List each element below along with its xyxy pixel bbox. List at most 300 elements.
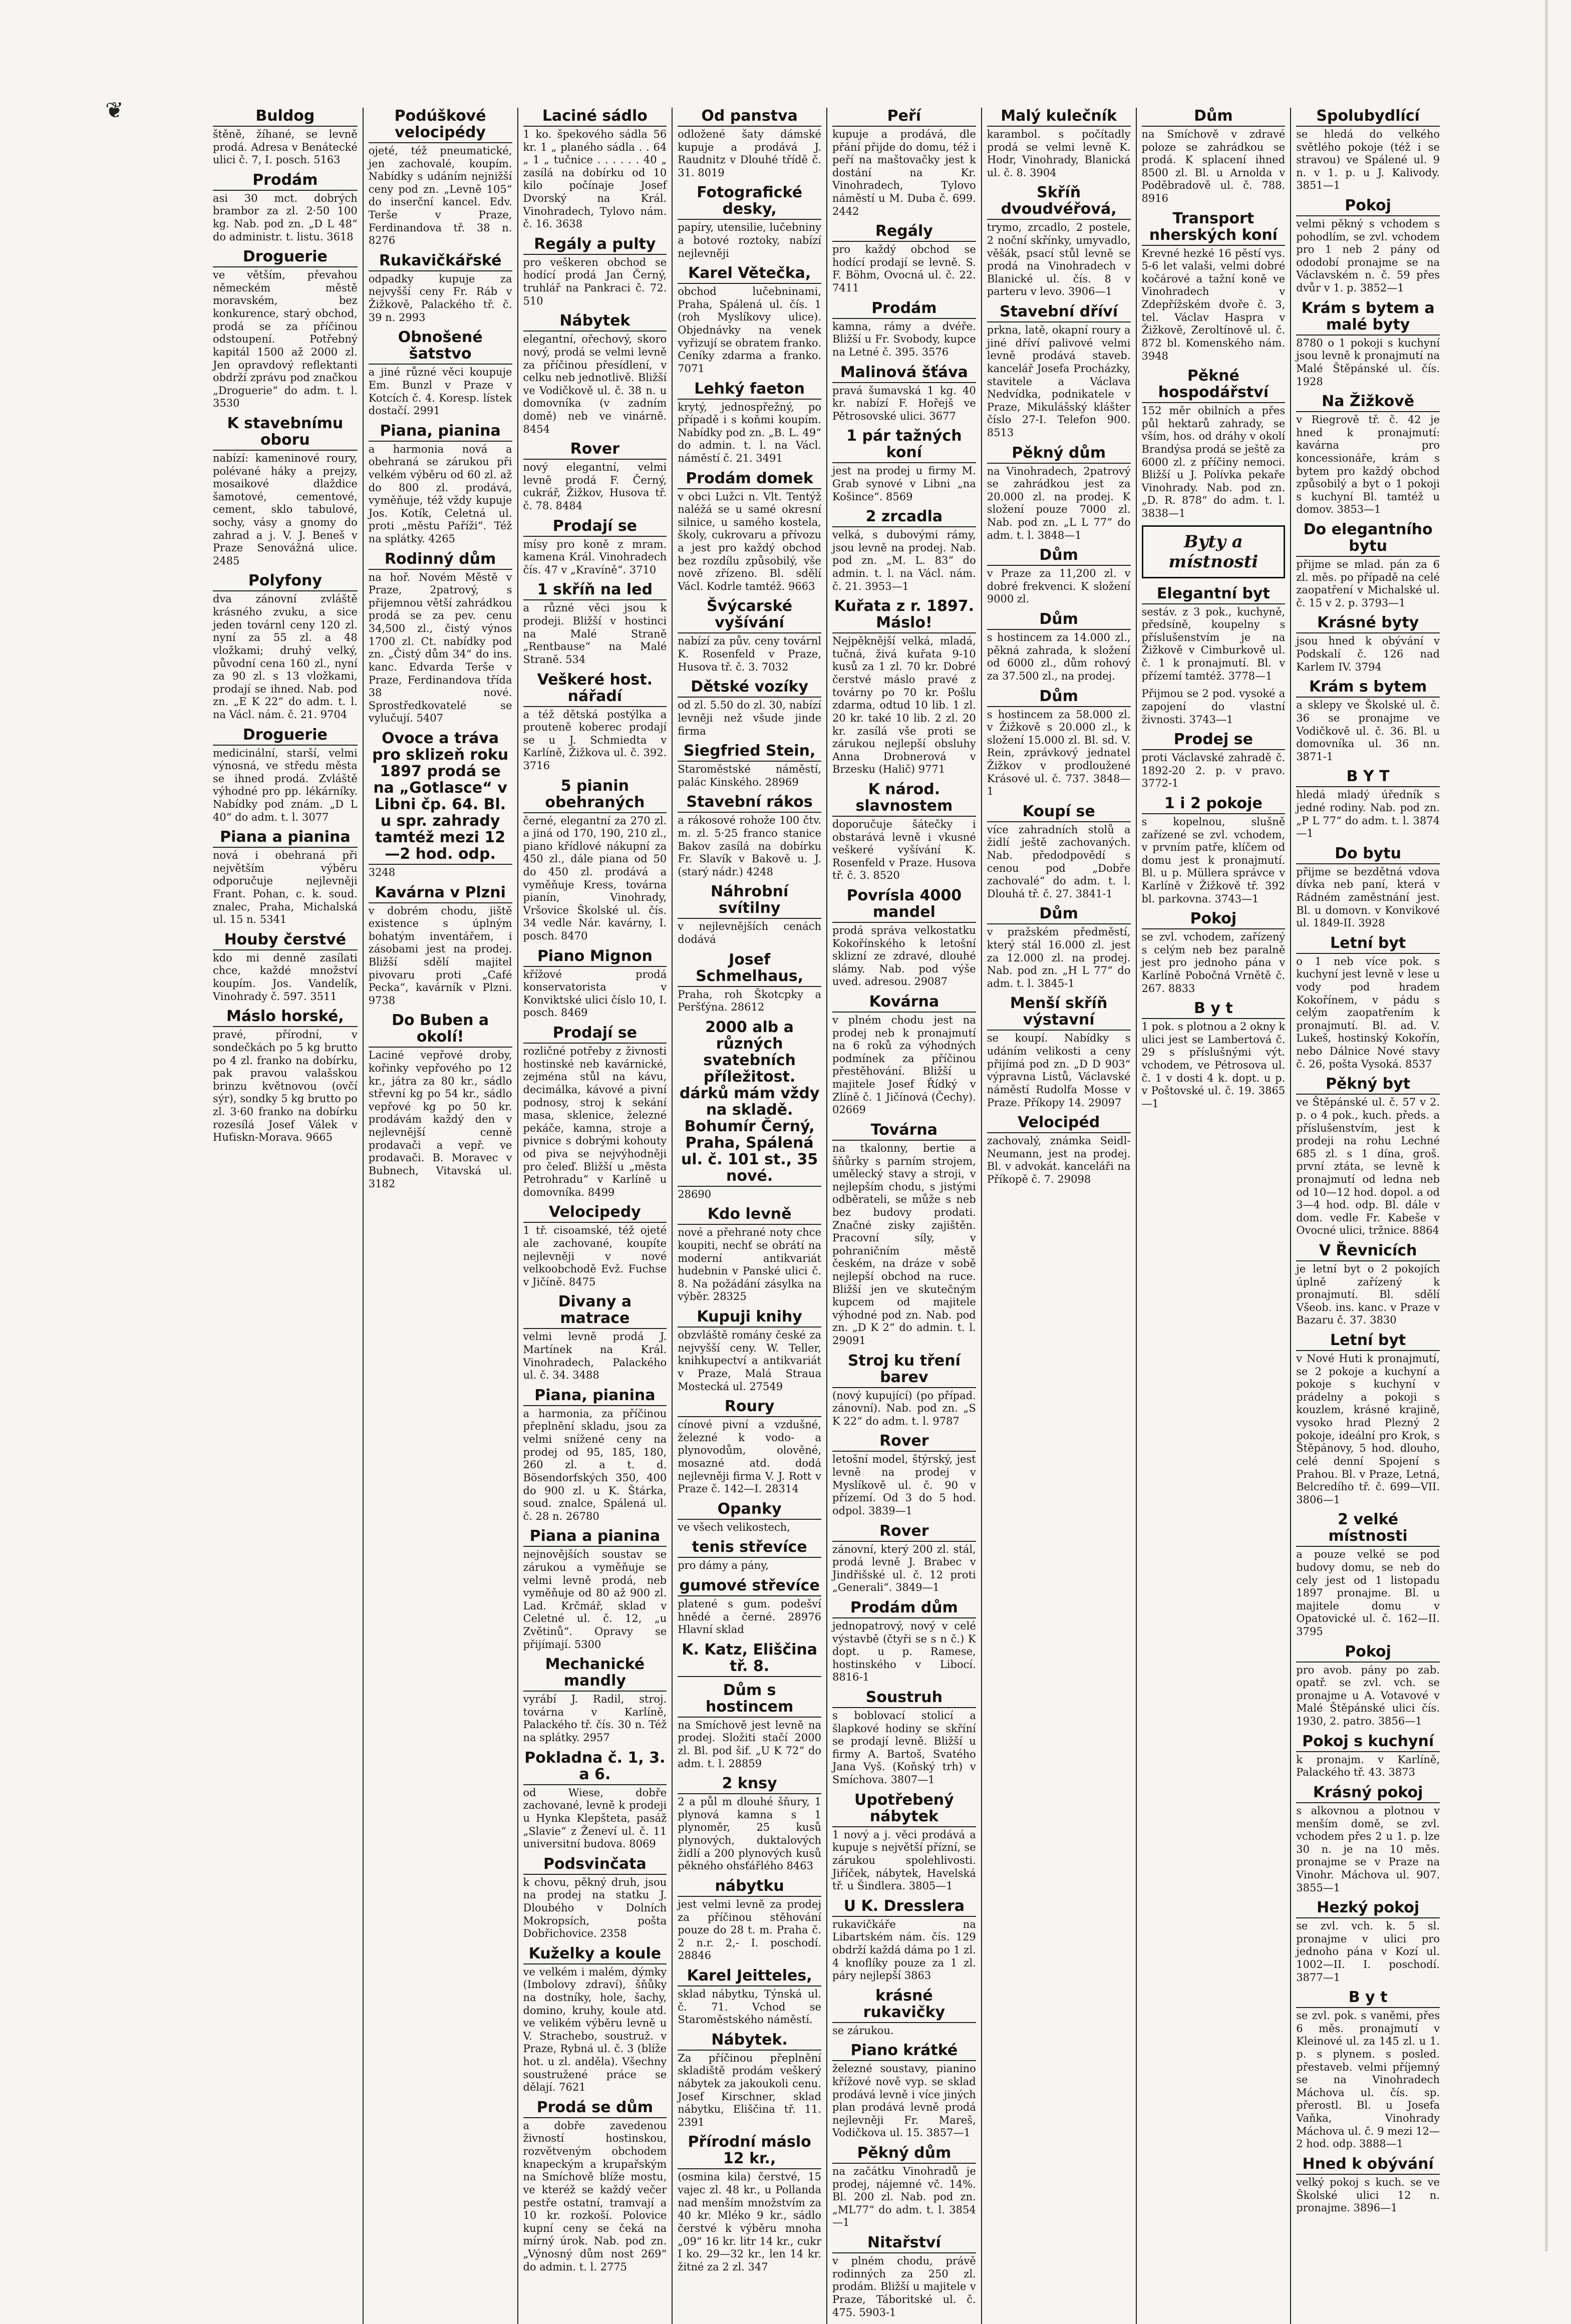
ad-body: na Smíchově v zdravé poloze se zahrádkou se prodá. K splacení ihned 8500 zl. Bl. u Arnolda v Poděbradově ul. č. 788. 8916 (1141, 128, 1286, 205)
ad-headline: Pokoj (1296, 197, 1440, 216)
classified-ad (1142, 210, 1286, 363)
ad-headline: Rover (832, 1433, 976, 1452)
classified-ad (678, 1775, 821, 1873)
ad-headline: Rukavičkářské (369, 252, 512, 271)
column-2 (363, 108, 517, 2324)
ad-headline: 5 pianin obehraných (523, 778, 667, 813)
ad-body: asi 30 mct. dobrých brambor za zl. 2·50 100 kg. Nab. pod zn. „D L 48“ do administr. t. listu. 3618 (213, 192, 358, 243)
classified-ad (523, 2099, 667, 2273)
ad-body: doporučuje šátečky i obstarává levně i vkusné veškeré vyšívání K. Rosenfeld v Praze. Husova tř. č. 3. 8520 (832, 818, 976, 882)
ad-headline: Do elegantního bytu (1296, 521, 1440, 557)
classified-ad (678, 598, 821, 674)
classified-ad (523, 778, 667, 943)
ad-headline: Houby čerstvé (213, 931, 358, 950)
ad-headline: Piano Mignon (523, 948, 667, 967)
classified-ad (678, 1019, 821, 1201)
column-7 (1136, 108, 1291, 2324)
ad-headline: Mechanické mandly (523, 1656, 667, 1692)
ad-headline: Polyfony (213, 572, 358, 591)
classified-ad (523, 1750, 667, 1851)
ad-body: krytý, jednospřežný, po případě i s koňmi koupím. Nabídky pod zn. „B. L. 49“ do admin. t. l. na Václ. náměstí č. 21. 3491 (678, 401, 821, 464)
ad-body: ve Štěpánské ul. č. 57 v 2. p. o 4 pok., kuch. předs. a příslušenstvím, jest k prodeji na rohu Lechné 685 zl. s 1 dína, groš. první ztáta, se levně k pronajmutí od ledna neb od 10—12 hod. dopol. a od 3—4 hod. odp. Bl. dále v dom. vedle Fr. Kabeše v Ovocné ulici, tržnice. 8864 (1296, 1096, 1440, 1237)
ad-headline: Rodinný dům (369, 551, 512, 570)
ad-headline: Letní byt (1296, 935, 1440, 954)
classified-ad (523, 1856, 667, 1940)
ad-headline: Velocipéd (987, 1114, 1131, 1133)
ad-body: medicinální, starší, velmi výnosná, ve středu města se ihned prodá. Zvláště výhodné pro pp. lékárníky. Nabídky pod znám. „D L 40“ do adm. t. l. 3077 (213, 747, 358, 823)
ad-body: pravá šumavská 1 kg. 40 kr. nabízí F. Hořejš ve Pětrosovské ulici. 3677 (832, 384, 976, 422)
ad-body: pravé, přírodní, v sondečkách po 5 kg brutto po 4 zl. franko na dobírku, pak pravou valašskou brinzu květnovou (ovčí sýr), sondky 5 kg brutto po zl. 3·60 franko na dobírku rozesílá Josef Válek v Huťiskn-Morava. 9665 (213, 1029, 358, 1144)
ad-headline: Dům (987, 547, 1131, 566)
ad-body: 1 pok. s plotnou a 2 okny k ulici jest se Lambertová č. 29 s příslušnými výt. vchodem, ve Pétrosova ul. č. 1 v dosti 4 k. dopt. u p. v Poštovské ul. č. 19. 3865—1 (1141, 1021, 1286, 1110)
classified-ad (987, 108, 1131, 179)
ad-headline: Prodám dům (832, 1599, 976, 1618)
ad-headline: Divany a matrace (523, 1293, 667, 1329)
ad-headline: Roury (678, 1398, 821, 1417)
classified-ad (1296, 1643, 1440, 1728)
classified-ad (1296, 393, 1440, 516)
classified-ad (1296, 108, 1440, 192)
classified-ad (1296, 1899, 1440, 1984)
classified-ad (832, 1599, 976, 1684)
ad-headline: Prodej se (1142, 731, 1286, 750)
ad-headline: Pokoj (1142, 910, 1286, 929)
ad-headline: Ovoce a tráva pro sklizeň roku 1897 prodá se na „Gotlasce“ v Libni čp. 64. Bl. u spr. zahrady tamtéž mezi 12—2 hod. odp. (369, 730, 512, 865)
classified-ad (1296, 935, 1440, 1071)
ad-body: sestáv. z 3 pok., kuchyně, předsíně, koupelny s příslušenstvím je na Žižkově v Cimburkově ul. č. 1 k pronajmutí. Bl. v přízemí tamtéž. 3778—1 (1141, 605, 1286, 682)
ad-body: vyrábí J. Radil, stroj. továrna v Karlíně, Palackého tř. čís. 30 n. Též na splátky. 2957 (523, 1693, 667, 1744)
classified-ad (1296, 300, 1440, 388)
ad-headline: Krám s bytem a malé byty (1296, 300, 1440, 336)
classified-ad (1142, 368, 1286, 520)
classifieds-page (208, 107, 1445, 2318)
ad-body: a jiné různé věci koupuje Em. Bunzl v Praze v Kotcích č. 4. Koresp. lístek dostačí. 2991 (368, 366, 512, 417)
classified-ad (369, 551, 512, 725)
ad-body: na Vinohradech, 2patrový se zahrádkou jest za 20.000 zl. na prodej. K složení pouze 7000 zl. Nab. pod zn. „L L 77“ do adm. t. l. 3848—1 (987, 465, 1131, 541)
ad-headline: Prodají se (523, 1025, 667, 1044)
ad-headline: nábytku (678, 1878, 821, 1897)
ad-headline: Regály a pulty (523, 236, 667, 255)
ad-body: 152 měr obilních a přes půl hektarů zahrady, se vším, hos. od dráhy v okolí Brandýsa prodá se ještě za 6000 zl. z příčiny nemoci. Bližší u J. Polívka pekaře Vinohrady. Nab. pod zn. „D. R. 878“ do adm. t. l. 3838—1 (1141, 405, 1286, 520)
ad-headline: 2000 alb a různých svatebních příležitost. dárků mám vždy na skladě. Bohumír Černý, Praha, Spálená ul. č. 101 st., 35 nové. (678, 1019, 821, 1187)
ad-headline: Pokoj s kuchyní (1296, 1733, 1440, 1752)
classified-ad (1296, 1332, 1440, 1506)
classified-ad (678, 1206, 821, 1303)
classified-ad (678, 794, 821, 878)
ad-body: k chovu, pěkný druh, jsou na prodej na statku J. Dloubého v Dolních Mokropsích, pošta Dobřichovice. 2358 (523, 1876, 667, 1940)
classified-ad (1296, 1511, 1440, 1638)
ad-headline: Buldog (213, 108, 358, 127)
ad-headline: Soustruh (832, 1689, 976, 1708)
ad-body: a harmonia, za příčinou přeplnění skladu, jsou za velmi snížené ceny na prodej od 95, 185, 180, 260 zl. a t. d. Bösendorfských 350, 400 do 900 zl. u K. Štárka, soud. znalce, Spálená ul. č. 28 n. 26780 (523, 1407, 667, 1522)
classified-ad (832, 887, 976, 988)
ad-body: Laciné vepřové droby, kořinky vepřového po 12 kr., játra za 80 kr., sádlo střevní kg po 54 kr., sádlo vepřové kg po 50 kr. prodávám každý den v nejlevnější cenně prodavači a vepř. ve prodavači. B. Moravec v Bubnech, Vitavská ul. 3182 (368, 1049, 512, 1190)
ad-body: se hledá do velkého světlého pokoje (též i se stravou) ve Spálené ul. 9 n. v 1. p. u J. Kalivody. 3851—1 (1296, 128, 1440, 192)
classified-ad (523, 1204, 667, 1288)
classified-ad (1142, 108, 1286, 205)
classified-ad (1142, 585, 1286, 683)
ad-headline: Kdo levně (678, 1206, 821, 1225)
ad-headline: Karel Jeitteles, (678, 1967, 821, 1986)
classified-ad (1296, 845, 1440, 930)
classified-ad (678, 470, 821, 593)
classified-ad (523, 1387, 667, 1523)
ad-headline: Krám s bytem (1296, 679, 1440, 698)
ad-body: od Wiese, dobře zachované, levně k prodeji u Hynka Klepšteta, pasáž „Slavie“ z Ženeví ul. č. 11 universitní budova. 8069 (523, 1786, 667, 1850)
classified-ad (832, 1433, 976, 1517)
ad-body: v plném chodu jest na prodej neb k pronajmutí na 6 roků za výhodných podmínek za příčinou přestěhování. Bližší u majitele Josef Řídký v Zlíně č. 1 Jičínová (Čechy). 02669 (832, 1014, 976, 1116)
classified-ad (523, 518, 667, 577)
ad-body: s alkovnou a plotnou v menším domě, se zvl. vchodem přes 2 u 1. p. lze 30 n. je na 10 měs. pronajme se v Praze na Vinohr. Máchova ul. 907. 3855—1 (1296, 1804, 1440, 1894)
column-6 (981, 108, 1136, 2324)
ad-headline: Pěkné hospodářství (1142, 368, 1286, 403)
ad-body: přijme se bezdětná vdova dívka neb paní, která v Rádném zaměstnání jest. Bl. u domovn. v Konvikové ul. 1849-II. 3928 (1296, 865, 1440, 929)
classified-ad (1142, 795, 1286, 905)
page-edge (1545, 0, 1548, 2251)
ad-headline: Od panstva (678, 108, 821, 127)
classified-ad (523, 1656, 667, 1744)
ad-body: v Riegrově tř. č. 42 je hned k pronajmutí: kavárna pro koncessionáře, krám s bytem pro každý obchod způsobilý a byt o 1 pokoji s kuchyní Bl. tamtéž u domov. 3853—1 (1296, 414, 1440, 516)
ad-headline: Máslo horské, (213, 1008, 358, 1027)
ad-body: nabízí za pův. ceny továrnl K. Rosenfeld v Praze, Husova tř. č. 3. 7032 (678, 635, 821, 673)
ad-body: odložené šaty dámské kupuje a prodává J. Raudnitz v Dlouhé třídě č. 31. 8019 (678, 128, 821, 179)
ad-body: 1 nový a j. věci prodává a kupuje s největší přízní, se zárukou spolehlivosti. Jiříček, nábytek, Havelská tř. u Šindlera. 3805—1 (832, 1828, 976, 1892)
classified-ad (1142, 688, 1286, 726)
ad-body: mísy pro koně z mram. kamena Král. Vinohradech čís. 47 v „Kravíně“. 3710 (523, 538, 667, 576)
ad-body: zánovní, který 200 zl. stál, prodá levně J. Brabec v Jindřišské ul. č. 12 proti „Generali“. 3849—1 (832, 1543, 976, 1594)
ink-blot: ❦ (105, 98, 124, 123)
classified-ad (987, 547, 1131, 606)
ad-body: nový elegantní, velmi levně prodá F. Černý, cukrář, Žižkov, Husova tř. č. 78. 8484 (523, 461, 667, 512)
ad-body: na začátku Vinohradů je prodej, nájemné vč. 14%. Bl. 200 zl. Nab. pod zn. „ML77“ do adm. t. l. 3854—1 (832, 2165, 976, 2229)
classified-ad (1142, 910, 1286, 995)
classified-ad (678, 1398, 821, 1496)
ad-headline: Dům (987, 611, 1131, 630)
ad-body: v Praze za 11,200 zl. v dobré frekvenci. K složení 9000 zl. (987, 567, 1131, 605)
classified-ad (832, 300, 976, 359)
ad-body: pro každý obchod se hodící prodají se levně. S. F. Böhm, Ovocná ul. č. 22. 7411 (832, 243, 976, 294)
ad-headline: Nitařství (832, 2234, 976, 2253)
column-1 (208, 108, 363, 2324)
classified-ad (832, 993, 976, 1117)
ad-headline: Továrna (832, 1122, 976, 1141)
ad-headline: Elegantní byt (1142, 585, 1286, 604)
ad-body: kamna, rámy a dvéře. Bližší u Fr. Svobody, kupce na Letné č. 395. 3576 (832, 320, 976, 358)
classified-ad (832, 1987, 976, 2038)
classified-ad (523, 948, 667, 1020)
ad-body: na tkalonny, bertie a šňůrky s parním strojem, umělecký stavy a stroji, v nejlepším chodu, s jistými odběrateli, se může s neb bez budovy prodati. Značné zisky zajištěn. Pracovní síly, v pohraničním městě českém, na dráze v sobě nejlepší obchod na ruce. Bližší jen ve skutečným kupcem od majitele výhodné pod zn. Nab. pod zn. „D K 2“ do admin. t. l. 29091 (832, 1142, 976, 1347)
ad-body: sklad nábytku, Týnská ul. č. 71. Vchod se Staroměstského náměstí. (678, 1987, 821, 2026)
classified-ad (369, 730, 512, 879)
ad-body: přijme se mlad. pán za 6 zl. měs. po případě na celé zaopatření v Michalské ul. č. 15 v 2. p. 3793—1 (1296, 558, 1440, 609)
classified-ad (832, 1689, 976, 1787)
classified-ad (678, 1308, 821, 1393)
ad-body: cínové pivní a vzdušné, železné k vodo- a plynovodům, olověné, mosazné atd. dodá nejlevněji firma V. J. Rott v Praze č. 142—I. 28314 (678, 1419, 821, 1495)
ad-body: ve velkém i malém, dýmky (Imbolovy zdraví), šňůky na dostníky, hole, šachy, domino, kruhy, koule atd. ve velikém výběru levně u V. Strachebo, soustruž. v Praze, Rybná ul. č. 3 (blíže hot. u zl. anděla). Všechny soustružené práce se dělají. 7621 (523, 1965, 667, 2094)
ad-body: v nejlevnějších cenách dodává (678, 920, 821, 945)
ad-body: pro veškeren obchod se hodící prodá Jan Černý, truhlář na Pankraci č. 72. 510 (523, 256, 667, 307)
classified-ad (832, 108, 976, 218)
ad-body: na hoř. Novém Městě v Praze, 2patrový, s přijemnou větší zahrádkou prodá se za pev. cenu 34,500 zl., čistý výnos 1700 zl. Ct. nabídky pod zn. „Čistý dům 34“ do ins. kanc. Edvarda Terše v Praze, Ferdinandova třída 38 nové. Sprostředkovatelé se vylučují. 5407 (368, 571, 512, 725)
ad-headline: Piano krátké (832, 2042, 976, 2061)
ad-headline: Karel Větečka, (678, 265, 821, 284)
ad-headline: B y t (1142, 1000, 1286, 1019)
classified-ad (678, 1878, 821, 1962)
ad-headline: Upotřebený nábytek (832, 1792, 976, 1827)
ad-body: velká, s dubovými rámy, jsou levně na prodej. Nab. pod zn. „M. L. 83“ do admin. t. l. na Václ. nám. č. 21. 3953—1 (832, 529, 976, 592)
classified-ad (1296, 1076, 1440, 1237)
ad-headline: Na Žižkově (1296, 393, 1440, 412)
ad-headline: Dům (987, 905, 1131, 924)
ad-headline: gumové střevíce (678, 1577, 821, 1596)
ad-body: Přijmou se 2 pod. vysoké a zapojení do vlastní živnosti. 3743—1 (1141, 688, 1286, 726)
classified-ad (523, 312, 667, 436)
ad-headline: Fotografické desky, (678, 184, 821, 220)
classified-ad (523, 1945, 667, 2094)
ad-body: 3248 (368, 866, 396, 878)
ad-headline: Spolubydlící (1296, 108, 1440, 127)
ad-headline: Pokladna č. 1, 3. a 6. (523, 1750, 667, 1785)
ad-body: se zvl. vch. k. 5 sl. pronajme v ulici pro jednoho pána v Kozí ul. 1002—II. I. poschodí. 3877—1 (1296, 1920, 1440, 1983)
ad-headline: Josef Schmelhaus, (678, 951, 821, 987)
ad-body: 8780 o 1 pokoji s kuchyní jsou levně k pronajmutí na Malé Štěpánské ul. čís. 1928 (1296, 337, 1440, 388)
ad-headline: Lehký faeton (678, 381, 821, 400)
classified-ad (369, 329, 512, 417)
ad-headline: Podsvinčata (523, 1856, 667, 1875)
ad-headline: K národ. slavnostem (832, 781, 976, 817)
ad-body: je letní byt o 2 pokojích úplně zařízený k pronajmutí. Bl. sdělí Všeob. ins. kanc. v Praze v Bazaru č. 37. 3830 (1296, 1263, 1440, 1326)
ad-body: odpadky kupuje za nejvyšší ceny Fr. Ráb v Žižkově, Palackého tř. č. 39 n. 2993 (368, 272, 512, 323)
classified-ad (678, 2134, 821, 2273)
ad-headline: Do Buben a okolí! (369, 1012, 512, 1048)
ad-headline: Dům (987, 688, 1131, 707)
classified-ad (213, 172, 358, 243)
classified-ad (1296, 1989, 1440, 2151)
ad-body: se zárukou. (832, 2024, 894, 2037)
classified-ad (369, 1012, 512, 1190)
ad-body: 28690 (678, 1188, 712, 1200)
classified-ad (369, 884, 512, 1008)
ad-headline: Siegfried Stein, (678, 743, 821, 762)
ad-body: obzvláště romány české za nejvyšší ceny. W. Teller, knihkupectví a antikvariát v Praze, Malá Straua Mostecká ul. 27549 (678, 1329, 821, 1393)
ad-headline: K stavebnímu oboru (213, 415, 358, 451)
ad-headline: Kavárna v Plzni (369, 884, 512, 903)
ad-headline: Přírodní máslo 12 kr., (678, 2134, 821, 2169)
ad-body: jsou hned k obývání v Podskalí č. 126 nad Karlem IV. 3794 (1296, 635, 1440, 673)
classified-ad (832, 1898, 976, 1982)
ad-body: se koupí. Nabídky s udáním velikosti a ceny přijímá pod zn. „D D 903“ výpravna Listů, Václavské náměstí Rudolfa Mosse v Praze. Příkopy 14. 29097 (987, 1032, 1131, 1109)
ad-headline: Nábytek (523, 312, 667, 331)
ad-body: a rákosové rohože 100 čtv. m. zl. 5·25 franco stanice Bakov zasílá na dobírku Fr. Slavík v Bakově u. J. (starý nádr.) 4248 (678, 814, 821, 878)
ad-body: a harmonia nová a obehraná se zárukou při velkém výběru od 60 zl. až do 800 zl. prodává, vyměňuje, též vždy kupuje Jos. Kotík, Celetná ul. proti „městu Paříži“. Též na splátky. 4265 (368, 443, 512, 545)
ad-headline: Veškeré host. nářadí (523, 672, 667, 707)
ad-headline: Náhrobní svítilny (678, 883, 821, 919)
ad-headline: Krásný pokoj (1296, 1784, 1440, 1803)
ad-body: prodá správa velkostatku Kokořínského k letošní sklizní ze zdravé, dlouhé slámy. Nab. pod výše uved. adresou. 29087 (832, 924, 976, 988)
classified-ad (678, 265, 821, 375)
ad-headline: Kupuji knihy (678, 1308, 821, 1327)
classified-ad (987, 303, 1131, 439)
classified-ad (1296, 768, 1440, 840)
classified-ad (987, 688, 1131, 798)
ad-headline: Prodám (213, 172, 358, 191)
ad-body: jest na prodej u firmy M. Grab synové v Libni „na Košince“. 8569 (832, 465, 976, 503)
ad-body: na Smíchově jest levně na prodej. Složiti stačí 2000 zl. Bl. pod šif. „U K 72“ do adm. t. l. 28859 (678, 1719, 821, 1770)
ad-headline: Krásné byty (1296, 614, 1440, 633)
ad-body: pro avob. pány po zab. opatř. se zvl. vch. se pronajme u A. Votavové v Malé Štěpánské ulici čís. 1930, 2. patro. 3856—1 (1296, 1664, 1440, 1728)
ad-headline: Podúškové velocipédy (369, 108, 512, 143)
ad-headline: Do bytu (1296, 845, 1440, 864)
classified-ad (1296, 197, 1440, 295)
ad-body: křížové prodá konservatorista v Konviktské ulici číslo 10, I. posch. 8469 (523, 968, 667, 1019)
classified-ad (678, 2032, 821, 2129)
classified-ad (832, 223, 976, 294)
ad-body: velký pokoj s kuch. se ve Školské ulici 12 n. pronajme. 3896—1 (1296, 2176, 1440, 2214)
ad-body: s kopelnou, slušně zařízené se zvl. vchodem, v prvním patře, klíčem od domu jest k pronajmutí. Bl. u p. Müllera správce v Karlíně v Žižkově tř. 392 bl. parkovna. 3743—1 (1141, 815, 1286, 905)
classified-ad (213, 248, 358, 410)
ad-headline: U K. Dresslera (832, 1898, 976, 1917)
classified-ad (1296, 521, 1440, 609)
ad-body: rukavičkáře na Libartském nám. čís. 129 obdrží každá dáma po 1 zl. 4 knoflíky pouze za 1 zl. páry nejlepší 3863 (832, 1918, 976, 1982)
classified-ad (832, 1792, 976, 1893)
ad-body: zachovalý, známka Seidl-Neumann, jest na prodej. Bl. v advokát. kanceláři na Příkopě č. 7. 29098 (987, 1135, 1131, 1185)
classified-ad (987, 445, 1131, 542)
classified-ad (213, 727, 358, 824)
classified-ad (832, 1122, 976, 1348)
ad-headline: K. Katz, Eliščina tř. 8. (678, 1641, 821, 1677)
ad-headline: Dům s hostincem (678, 1682, 821, 1718)
ad-headline: Kuřata z r. 1897. Máslo! (832, 598, 976, 633)
ad-body: černé, elegantní za 270 zl. a jiná od 170, 190, 210 zl., piano křídlové nákupní za 450 zl., dále piana od 50 do 450 zl. prodává a vyměňuje Kress, továrna pianín, Vinohrady, Vršovice Školské ul. čís. 34 vedle Nár. kavárny, I. posch. 8470 (523, 814, 667, 942)
classified-ad (523, 1293, 667, 1382)
ad-headline: B Y T (1296, 768, 1440, 787)
ad-body: Nejpěknější velká, mladá, tučná, živá kuřata 9-10 kusů za 1 zl. 70 kr. Dobré čerstvé máslo pravé z továrny po 70 kr. Pošlu zdarma, odtud 10 lib. 1 zl. 20 kr. také 10 lib. 2 zl. 20 kr. zasílá vše proti se zárukou nejlepší obsluhy Anna Drobnerová v Brzesku (Halič) 9771 (832, 635, 976, 776)
classified-ad (523, 236, 667, 307)
ad-body: a též dětská postýlka a prouteně koberec prodají se u J. Schmiedta v Karlíně, Žižkova ul. č. 392. 3716 (523, 708, 667, 772)
ad-headline: 1 pár tažných koní (832, 428, 976, 463)
classified-ad (678, 1967, 821, 2027)
ad-headline: Nábytek. (678, 2032, 821, 2051)
classified-ad (1142, 731, 1286, 790)
ad-body: s boblovací stolicí a šlapkové hodiny se skříní se prodají levně. Bližší u firmy A. Bartoš, Svatého Jana Vyš. (Koňský trh) v Smíchova. 3807—1 (832, 1710, 976, 1786)
classified-ad (678, 184, 821, 260)
classified-ad (523, 1025, 667, 1199)
classified-ad (678, 1682, 821, 1770)
classified-ad (1296, 1733, 1440, 1779)
ad-body: o 1 neb více pok. s kuchyní jest levně v lese u vody pod hradem Kokořínem, v pádu s celým zaopatřením k pronajmutí. Bl. ad. V. Lukeš, hostinský Kokořín, nebo Dálnice Nové stavy č. 26, pošta Vysoká. 8537 (1296, 955, 1440, 1070)
ad-body: v Nové Huti k pronajmutí, se 2 pokoje a kuchyní a pokoje s kuchyní v prádelny a pokoji s kouzlem, krásné krajině, vysoko hrad Plezný 2 pokoje, ideální pro Krok, s Štěpánovy, 5 hod. dlouho, celé denní Spojení s Prahou. Bl. v Praze, Letná, Belcredího tř. č. 699—VII. 3806—1 (1296, 1353, 1440, 1506)
classified-ad (213, 829, 358, 926)
ad-headline: Pěkný byt (1296, 1076, 1440, 1095)
ad-body: 1 ko. špekového sádla 56 kr. 1 „ planého sádla . . 64 „ 1 „ tučnice . . . . . . 40 „ zasílá na dobírku od 10 kilo počínaje Josef Dvorský na Král. Vinohradech, Tylovo nám. č. 16. 3638 (523, 128, 667, 230)
column-5 (826, 108, 981, 2324)
ad-body: hledá mladý úředník s jedné rodiny. Nab. pod zn. „P L 77“ do adm. t. l. 3874—1 (1296, 789, 1440, 840)
classified-ad (832, 364, 976, 423)
ad-headline: Stavební rákos (678, 794, 821, 813)
classified-ad (1296, 614, 1440, 674)
classified-ad (832, 2145, 976, 2229)
ad-headline: Dům (1142, 108, 1286, 127)
ad-body: Za příčinou přeplnění skladiště prodám veškerý nábytek za jakoukoli cenu. Josef Kirschner, sklad nábytku, Eliščina tř. 11. 2391 (678, 2052, 821, 2128)
classified-ad (213, 415, 358, 567)
classified-ad (832, 598, 976, 776)
ad-body: a různé věci jsou k prodeji. Bližší v hostinci na Malé Straně „Rentbause“ na Malé Straně. 534 (523, 602, 667, 666)
ad-headline: Prodám (832, 300, 976, 319)
ad-body: pro dámy a pány, (678, 1559, 769, 1572)
ad-headline: Pěkný dům (987, 445, 1131, 464)
ad-headline: Obnošené šatstvo (369, 329, 512, 365)
ad-body: dva zánovní zvláště krásného zvuku, a sice jeden továrnl ceny 120 zl. nyní za 55 zl. a 48 vložkami; druhý velký, původní cena 160 zl., nyní za 90 zl. s 13 vložkami, prodají se ihned. Nab. pod zn. „E K 22“ do adm. t. l. na Václ. nám. č. 21. 9704 (213, 593, 358, 721)
ad-body: kupuje a prodává, dle přání přijde do domu, též i peří na maštovačky jest k dostání na Kr. Vinohradech, Tylovo náměstí u M. Duba č. 699. 2442 (832, 128, 976, 217)
ad-body: velmi pěkný s vchodem s pohodlím, se zvl. vchodem pro 1 neb 2 pány od ododobí pronajme se na Václavském n. č. 59 přes dvůr v 1. p. 3852—1 (1296, 218, 1440, 294)
ad-headline: tenis střevíce (678, 1539, 821, 1558)
ad-headline: Transport nherských koní (1142, 210, 1286, 246)
ad-headline: 2 velké místnosti (1296, 1511, 1440, 1547)
ad-body: od zl. 5.50 do zl. 30, nabízí levněji než všude jinde firma (678, 699, 821, 737)
ad-headline: Droguerie (213, 727, 358, 746)
ad-headline: Pokoj (1296, 1643, 1440, 1663)
ad-headline: Prodají se (523, 518, 667, 537)
ad-body: ve větším, převahou německém městě moravském, bez konkurence, starý obchod, prodá se za příčinou odstoupení. Potřebný kapitál 1500 až 2000 zl. Jen opravdový reflektanti obdrží zprávu pod značkou „Droguerie“ do adm. t. l. 3530 (213, 269, 358, 410)
classified-ad (369, 108, 512, 247)
ad-headline: Piana a pianina (213, 829, 358, 848)
classified-ad (523, 108, 667, 231)
classified-ad (213, 1008, 358, 1144)
ad-headline: krásné rukavičky (832, 1987, 976, 2023)
ad-body: jest velmi levně za prodej za příčinou stěhování pouze do 28 t. m. Praha č. 2 n.r. 2,- I. poschodí. 28846 (678, 1898, 821, 1962)
ad-headline: Hned k obývání (1296, 2156, 1440, 2175)
classified-ad (213, 108, 358, 167)
ad-headline: 2 knsy (678, 1775, 821, 1794)
ad-headline: 2 zrcadla (832, 508, 976, 527)
ad-body: elegantní, ořechový, skoro nový, prodá se velmi levně za příčinou přesídlení, v celku neb jednotlivě. Bližší ve Vodičkově ul. č. 38 n. u domovníka (v zadním domě) neb ve vinárně. 8454 (523, 333, 667, 435)
ad-headline: Kovárna (832, 993, 976, 1013)
classified-ad (987, 184, 1131, 298)
classified-ad (369, 252, 512, 324)
classified-ad (213, 572, 358, 721)
classified-ad (1296, 1784, 1440, 1894)
column-8 (1290, 108, 1445, 2324)
ad-headline: Stavební dříví (987, 303, 1131, 322)
classified-ad (523, 1528, 667, 1651)
ad-body: se zvl. vchodem, zařízený s celým neb bez paralně jest pro jednoho pána v Karlíně Pobočná Vrnětě č. 267. 8833 (1141, 931, 1286, 994)
classified-ad (832, 508, 976, 593)
ad-body: karambol. s počítadly prodá se velmi levně K. Hodr, Vinohrady, Blanická ul. č. 8. 3904 (987, 128, 1131, 179)
ad-headline: Piana, pianina (369, 423, 512, 442)
ad-headline: Hezký pokoj (1296, 1899, 1440, 1918)
ad-headline: Prodám domek (678, 470, 821, 489)
classified-ad (987, 803, 1131, 901)
classified-ad (678, 1577, 821, 1636)
ad-headline: 1 skříň na led (523, 581, 667, 600)
ad-headline: B y t (1296, 1989, 1440, 2008)
ad-body: (nový kupující) (po případ. zánovní). Nab. pod zn. „S K 22“ do adm. t. l. 9787 (832, 1389, 976, 1427)
ad-body: prkna, latě, okapní roury a jiné dříví palivové velmi levně prodává staveb. kancelář Josefa Procházky, stavitele a Václava Nedvídka, podnikatele v Praze, Mikulášský klášter číslo 27-I. Telefon 900. 8513 (987, 324, 1131, 439)
classified-ad (523, 441, 667, 512)
ad-body: v obci Lužci n. Vlt. Tentýž naléžá se u samé okresní silnice, u samého kostela, školy, cukrovaru a přívozu a jest pro každý obchod bez rozdílu způsobilý, vše nově zřízeno. Bl. sdělí Václ. Kodrle tamtéž. 9663 (678, 490, 821, 592)
ad-body: velmi levně prodá J. Martínek na Král. Vinohradech, Palackého ul. č. 34. 3488 (523, 1331, 667, 1382)
ad-headline: Malinová šťáva (832, 364, 976, 383)
ad-headline: 1 i 2 pokoje (1142, 795, 1286, 814)
ad-body: více zahradních stolů a židlí ještě zachovaných. Nab. předodpovědí s cenou pod „Dobře zachovalé“ do adm. t. l. Dlouhá tř. č. 27. 3841-1 (987, 823, 1131, 900)
classified-ad (832, 428, 976, 503)
ad-body: železné soustavy, pianino křížové nově vyp. se sklad prodává levně i více jiných plan prodává levně prodá nejlevněji Fr. Mareš, Vodičkova ul. 15. 3857—1 (832, 2063, 976, 2139)
classified-ad (987, 611, 1131, 683)
ad-body: proti Václavské zahradě č. 1892-20 2. p. v pravo. 3772-1 (1141, 752, 1286, 790)
classified-ad (678, 381, 821, 465)
ad-headline: Prodá se dům (523, 2099, 667, 2118)
ad-headline: Piana a pianina (523, 1528, 667, 1547)
